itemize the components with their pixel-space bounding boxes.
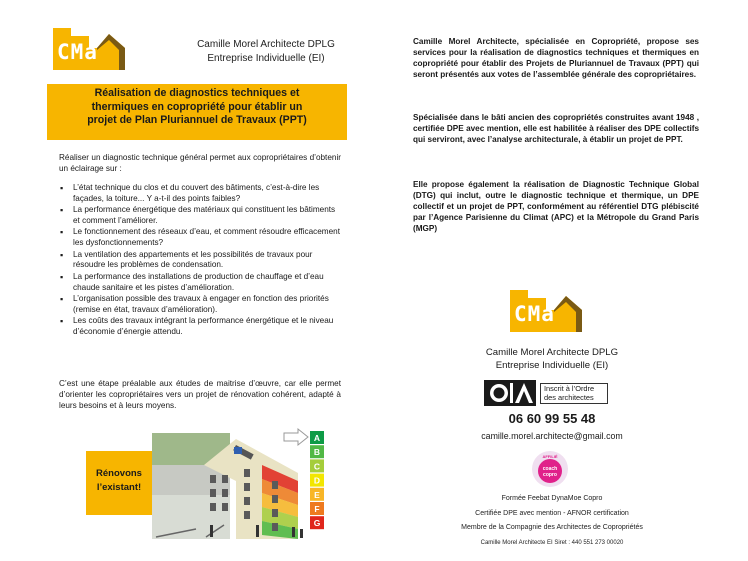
bullet-item: ▪ L’état technique du clos et du couvert des bâtiments, c’est-à-dire les façades, la toiture... Y a-t-il des points faibles? — [59, 183, 341, 205]
renov-line2: l’existant! — [96, 482, 142, 493]
renovons-box — [86, 451, 152, 515]
phone-number: 06 60 99 55 48 — [508, 411, 596, 426]
ordre-mark-icon — [484, 380, 536, 406]
bullet-item: ▪ La performance des installations de production de chauffage et d’eau chaude sanitaire et les pistes d’amélioration. — [59, 272, 341, 294]
right-paragraph-1: Camille Morel Architecte, spécialisée en Copropriété, propose ses services pour la réalisation de diagnostics techniques et thermiques en copropriété pour établir des Projets de Pluriannuel de Travaux (PPT) qui seront présentés aux votes de l’assemblée générale des copropriétaires. — [413, 37, 699, 79]
header-name-line1: Camille Morel Architecte DPLG — [197, 39, 335, 50]
intro-paragraph: Réaliser un diagnostic technique général permet aux copropriétaires d’obtenir un éclairage sur : — [59, 153, 341, 173]
energy-class-c-label: C — [313, 461, 321, 472]
ordre-line2: des architectes — [544, 393, 594, 402]
renov-line1: Rénovons — [96, 468, 142, 479]
right-name-line2: Entreprise Individuelle (EI) — [495, 360, 609, 371]
logo-text: CMa — [514, 302, 555, 326]
badge-mid1-text: coach — [542, 466, 558, 472]
cert-line: Certifiée DPE avec mention - AFNOR certification — [475, 509, 629, 517]
cert-line: Membre de la Compagnie des Architectes de Copropriétés — [461, 524, 643, 531]
right-name-line1: Camille Morel Architecte DPLG — [485, 347, 619, 358]
badge-mid2-text: copro — [543, 472, 557, 478]
siret-line: Camille Morel Architecte EI Siret : 440 551 273 00020 — [480, 540, 624, 546]
bullet-item: ▪ La ventilation des appartements et les possibilités de travaux pour résoudre les problèmes de condensation. — [59, 250, 341, 272]
title-line2: thermiques en copropriété pour établir un — [91, 100, 303, 113]
header-company-name — [166, 38, 366, 66]
outro-paragraph: C’est une étape préalable aux études de maitrise d’œuvre, car elle permet d’orienter les copropriétaires vers un projet de rénovation cohérent, adapté à leurs besoins et à leurs moyens. — [59, 379, 341, 410]
right-paragraph-2: Spécialisée dans le bâti ancien des copropriétés construites avant 1948 , certifiée DPE avec mention, elle est habilitée à réaliser des DPE collectifs qui serviront, avec l’analyse architecturale, à établir un projet de PPT. — [413, 113, 699, 144]
email-address: camille.morel.architecte@gmail.com — [481, 431, 623, 441]
bullet-item: ▪ L’organisation possible des travaux à engager en fonction des priorités (remise en état, travaux d’amélioration). — [59, 294, 341, 316]
bullet-item: ▪ Le fonctionnement des réseaux d’eau, et comment résoudre efficacement les dysfonctionnements? — [59, 227, 341, 249]
badge-top-text: AFFILIÉ — [542, 454, 558, 459]
title-line1: Réalisation de diagnostics techniques et — [94, 87, 300, 99]
company-logo — [53, 26, 125, 70]
energy-scale — [310, 431, 324, 529]
title-box — [47, 84, 347, 140]
cert-line: Formée Feebat DynaMoe Copro — [501, 495, 603, 502]
ordre-architectes-logo — [484, 380, 624, 408]
ordre-line1: Inscrit à l’Ordre — [544, 384, 595, 393]
bullet-item: ▪ La performance énergétique des matériaux qui constituent les bâtiments et comment l’améliorer. — [59, 205, 341, 227]
energy-class-g-label: G — [313, 518, 321, 529]
energy-class-e-label: E — [314, 489, 320, 500]
energy-class-d-label: D — [313, 475, 321, 486]
energy-class-f-label: F — [314, 504, 320, 514]
energy-class-a-label: A — [313, 433, 321, 443]
ordre-text — [540, 383, 608, 404]
logo-text: CMa — [57, 40, 98, 64]
company-logo-right — [510, 288, 582, 332]
title-line3: projet de Plan Pluriannuel de Travaux (PPT) — [87, 114, 307, 126]
energy-class-b-label: B — [313, 447, 321, 458]
bullet-item: ▪ Les coûts des travaux intégrant la performance énergétique et le niveau d’économie d’énergie attendu. — [59, 316, 341, 338]
header-name-line2: Entreprise Individuelle (EI) — [207, 53, 325, 64]
right-company-name — [452, 346, 652, 372]
right-paragraph-3: Elle propose également la réalisation de Diagnostic Technique Global (DTG) qui inclut, outre le diagnostic technique et thermique, un DPE collectif et un projet de PPT, conformément au référentiel DTG plébiscité par l’Agence Parisienne du Climat (APC) et la Métropole du Grand Paris (MGP) — [413, 180, 699, 233]
certifications — [420, 492, 684, 536]
coach-copro-badge-icon — [531, 450, 569, 488]
diagnostic-bullet-list — [59, 183, 341, 338]
arrow-icon — [284, 429, 308, 445]
